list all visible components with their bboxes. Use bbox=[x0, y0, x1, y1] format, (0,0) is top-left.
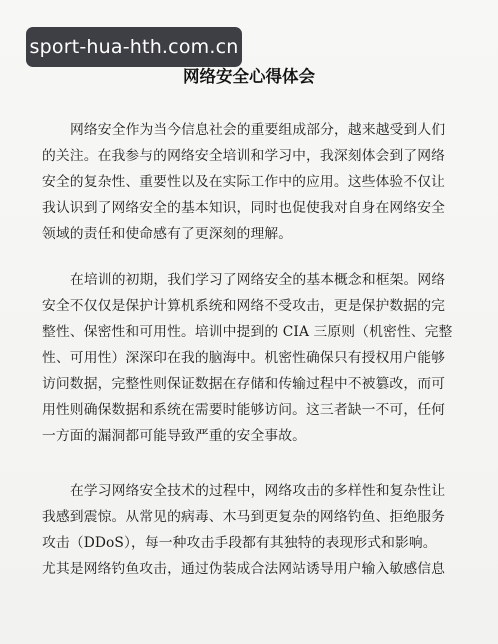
paragraph-line: 安全的复杂性、重要性以及在实际工作中的应用。这些体验不仅让 bbox=[42, 174, 446, 190]
paragraph-line: 安全不仅仅是保护计算机系统和网络不受攻击，更是保护数据的完 bbox=[42, 298, 446, 314]
paragraph-line: 的关注。在我参与的网络安全培训和学习中，我深刻体会到了网络 bbox=[42, 148, 446, 164]
paragraph-line: 尤其是网络钓鱼攻击，通过伪装成合法网站诱导用户输入敏感信息 bbox=[42, 561, 446, 577]
paragraph-line: 我认识到了网络安全的基本知识，同时也促使我对自身在网络安全 bbox=[42, 200, 446, 216]
paragraph-line: 用性则确保数据和系统在需要时能够访问。这三者缺一不可，任何 bbox=[42, 402, 446, 418]
paragraph-line: 在学习网络安全技术的过程中，网络攻击的多样性和复杂性让 bbox=[70, 483, 446, 499]
paragraph-line: 一方面的漏洞都可能导致严重的安全事故。 bbox=[42, 428, 307, 444]
paragraph-line: 攻击（DDoS），每一种攻击手段都有其独特的表现形式和影响。 bbox=[42, 535, 437, 551]
paragraph-line: 访问数据，完整性则保证数据在存储和传输过程中不被篡改，而可 bbox=[42, 376, 446, 392]
paragraph-3 bbox=[42, 478, 462, 582]
document-title: 网络安全心得体会 bbox=[183, 67, 315, 86]
paragraph-1 bbox=[42, 117, 462, 247]
paragraph-line: 在培训的初期，我们学习了网络安全的基本概念和框架。网络 bbox=[70, 272, 446, 288]
paragraph-line: 整性、保密性和可用性。培训中提到的 CIA 三原则（机密性、完整 bbox=[42, 324, 453, 340]
paragraph-line: 领域的责任和使命感有了更深刻的理解。 bbox=[42, 226, 293, 242]
site-watermark: sport-hua-hth.com.cn bbox=[26, 27, 242, 67]
paragraph-line: 网络安全作为当今信息社会的重要组成部分，越来越受到人们 bbox=[70, 122, 446, 138]
paragraph-line: 性、可用性）深深印在我的脑海中。机密性确保只有授权用户能够 bbox=[42, 350, 446, 366]
paragraph-line: 我感到震惊。从常见的病毒、木马到更复杂的网络钓鱼、拒绝服务 bbox=[42, 509, 446, 525]
paragraph-2 bbox=[42, 267, 462, 449]
